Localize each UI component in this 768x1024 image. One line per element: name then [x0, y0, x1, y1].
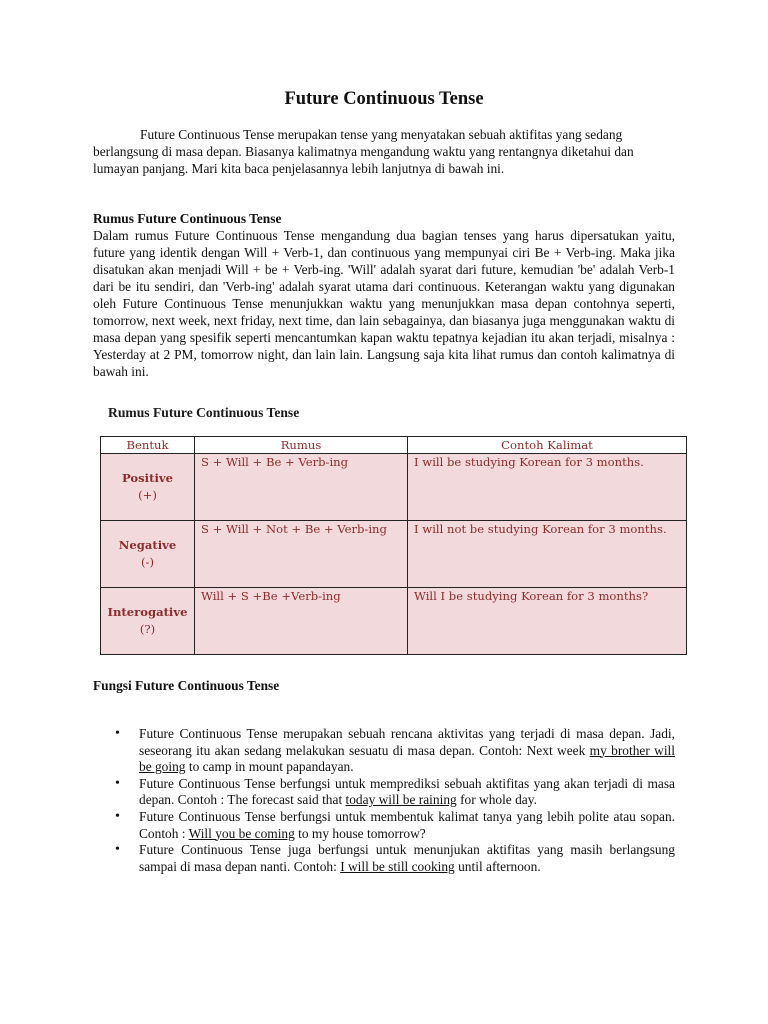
item-text: for whole day.	[456, 792, 537, 808]
example-cell: I will be studying Korean for 3 months.	[408, 454, 687, 521]
example-phrase: Will you be coming	[188, 825, 295, 841]
list-item	[93, 726, 675, 776]
formula-cell: Will + S +Be +Verb-ing	[195, 588, 408, 655]
rumus-paragraph: Dalam rumus Future Continuous Tense mengandung dua bagian tenses yang harus dipersatukan yaitu, future yang identik dengan Will + Verb-1, dan continuous yang mempunyai ciri Be + Verb-ing. Maka jika disatukan akan menjadi Will + be + Verb-ing. 'Will' adalah syarat dari future, kemudian 'be' adalah Verb-1 dari be itu sendiri, dan 'Verb-ing' adalah syarat utama dari continuous. Keterangan waktu yang digunakan oleh Future Continuous Tense menunjukkan waktu yang menunjukkan masa depan contohnya seperti, tomorrow, next week, next friday, next time, dan lain sebagainya, dan biasanya juga menggunakan waktu di masa depan yang spesifik seperti mencantumkan kapan waktu tepatnya kejadian itu akan terjadi, misalnya : Yesterday at 2 PM, tomorrow night, dan lain lain. Langsung saja kita lihat rumus dan contoh kalimatnya di bawah ini.	[93, 228, 675, 379]
fungsi-list	[93, 726, 675, 875]
rumus-heading: Rumus Future Continuous Tense	[93, 211, 282, 226]
header-bentuk: Bentuk	[101, 437, 195, 454]
item-text: Future Continuous Tense merupakan sebuah rencana aktivitas yang terjadi di masa depan. Jadi, seseorang itu akan sedang melakukan sesuatu di masa depan. Contoh: Next week	[139, 726, 675, 758]
example-cell: I will not be studying Korean for 3 months.	[408, 521, 687, 588]
list-item	[93, 776, 675, 809]
list-item	[93, 842, 675, 875]
item-text: until afternoon.	[454, 858, 541, 874]
form-label-cell	[101, 521, 195, 588]
formula-cell: S + Will + Not + Be + Verb-ing	[195, 521, 408, 588]
item-text: Future Continuous Tense berfungsi untuk membentuk kalimat tanya yang lebih polite atau sopan. Contoh :	[139, 808, 675, 841]
form-label-cell	[101, 454, 195, 521]
form-label-cell	[101, 588, 195, 655]
example-cell: Will I be studying Korean for 3 months?	[408, 588, 687, 655]
table-header-row	[101, 437, 687, 454]
form-symbol: (?)	[139, 622, 156, 636]
example-phrase: today will be raining	[345, 792, 457, 808]
example-phrase: my brother will be going	[139, 742, 675, 775]
item-text: Future Continuous Tense berfungsi untuk memprediksi sebuah aktifitas yang akan terjadi di masa depan. Contoh : The forecast said that	[139, 775, 675, 808]
table-row	[101, 588, 687, 655]
example-phrase: I will be still cooking	[340, 858, 455, 874]
page-title: Future Continuous Tense	[284, 89, 484, 109]
form-symbol: (+)	[138, 488, 157, 502]
formula-cell: S + Will + Be + Verb-ing	[195, 454, 408, 521]
intro-paragraph: Future Continuous Tense merupakan tense yang menyatakan sebuah aktifitas yang sedang berlangsung di masa depan. Biasanya kalimatnya mengandung waktu yang rentangnya diketahui dan lumayan panjang. Mari kita baca penjelasannya lebih lanjutnya di bawah ini.	[93, 127, 634, 176]
header-contoh-kalimat: Contoh Kalimat	[408, 437, 687, 454]
form-symbol: (-)	[141, 555, 154, 569]
fungsi-heading: Fungsi Future Continuous Tense	[93, 678, 280, 693]
item-text: Future Continuous Tense juga berfungsi untuk menunjukan aktifitas yang masih berlangsung sampai di masa depan nanti. Contoh:	[139, 842, 675, 874]
list-item	[93, 809, 675, 842]
form-label: Positive	[122, 471, 173, 485]
header-rumus: Rumus	[195, 437, 408, 454]
form-label: Interogative	[107, 605, 188, 619]
item-text: to camp in mount papandayan.	[185, 759, 354, 775]
table-row	[101, 454, 687, 521]
table-caption: Rumus Future Continuous Tense	[108, 405, 300, 420]
table-row	[101, 521, 687, 588]
rumus-table	[100, 436, 687, 655]
form-label: Negative	[118, 538, 177, 552]
item-text: to my house tomorrow?	[294, 825, 426, 841]
